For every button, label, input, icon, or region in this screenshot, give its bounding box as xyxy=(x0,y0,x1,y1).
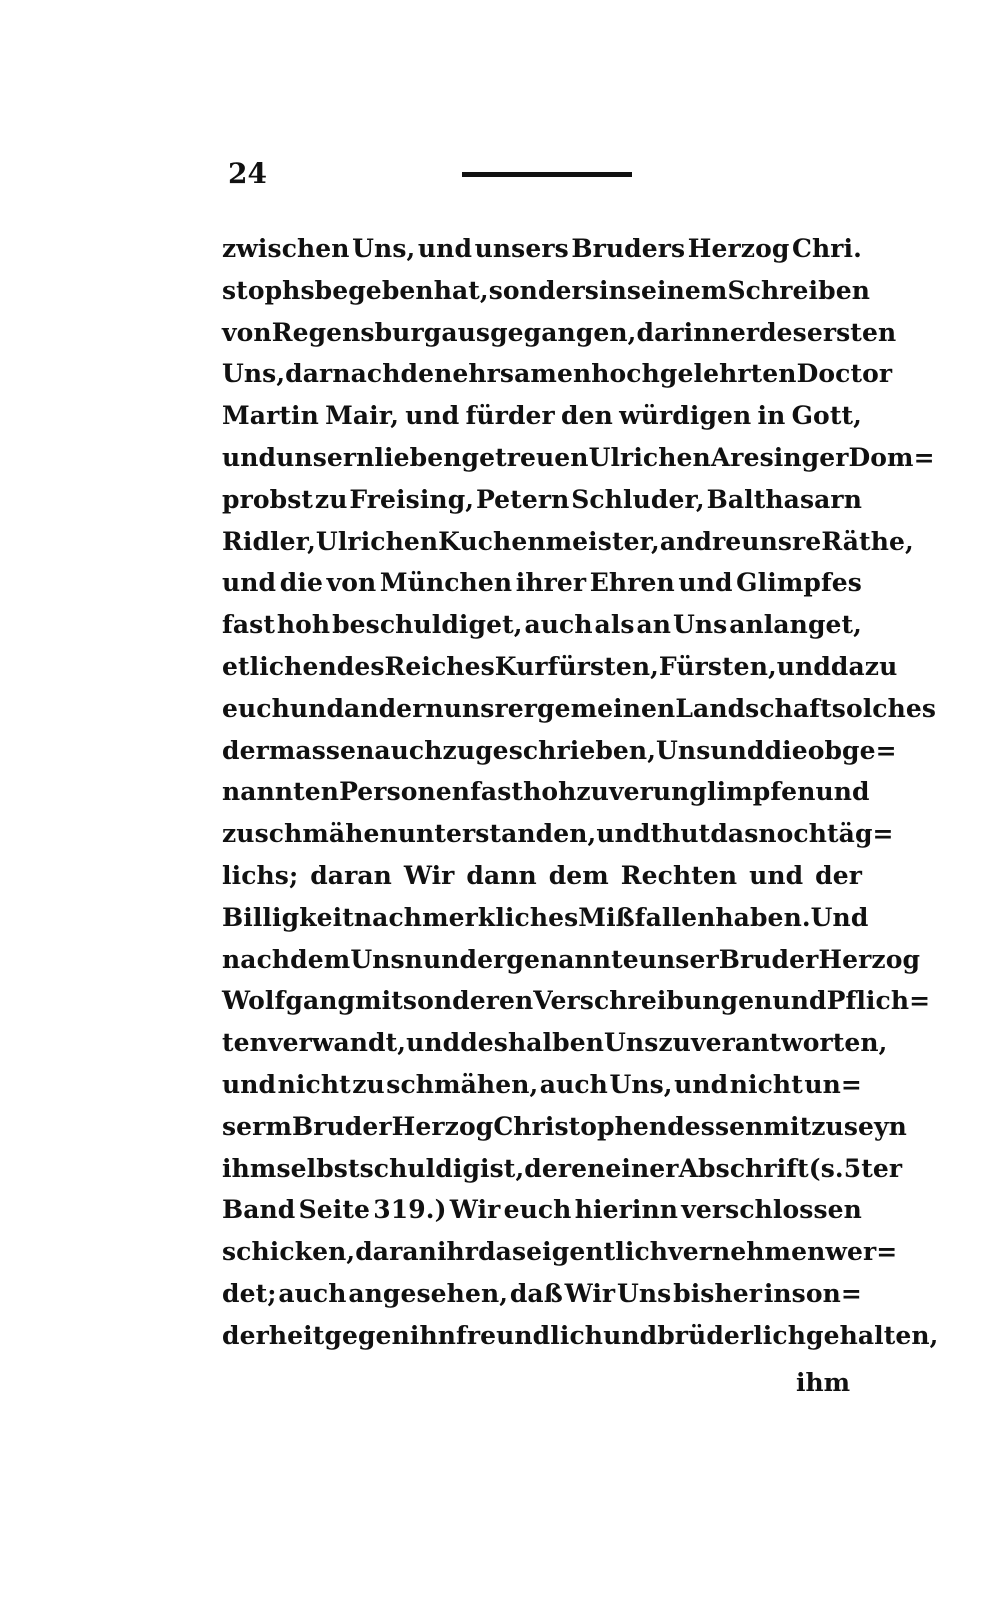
text-line: derheit gegen ihn freundlich und brüderlich gehalten, xyxy=(222,1320,939,1350)
text-line: schicken, daran ihr das eigentlich vernehmen wer= xyxy=(222,1237,898,1267)
text-line: nachdem Uns nun der genannte unser Bruder Herzog xyxy=(222,944,921,974)
text-line: ten verwandt, und deshalben Uns zu verantworten, xyxy=(222,1028,888,1058)
text-line: fast hoh beschuldiget, auch als an Uns anlanget, xyxy=(222,610,862,640)
text-line: und unsern lieben getreuen Ulrichen Aresinger Dom= xyxy=(222,442,935,472)
text-line: ihm selbst schuldig ist, deren einer Abschrift (s. 5ter xyxy=(222,1153,903,1183)
text-line: probst zu Freising, Petern Schluder, Balthasarn xyxy=(222,484,862,514)
text-line: Wolfgang mit sonderen Verschreibungen und Pflich= xyxy=(222,986,931,1016)
page-number: 24 xyxy=(228,157,267,190)
text-line: und nicht zu schmähen, auch Uns, und nicht un= xyxy=(222,1069,862,1099)
text-line: lichs; daran Wir dann dem Rechten und der xyxy=(222,860,862,890)
text-line: zu schmähen unterstanden, und thut das noch täg= xyxy=(222,819,894,849)
text-line: nannten Personen fast hoh zu verunglimpfen und xyxy=(222,777,870,807)
text-line: Billigkeit nach merkliches Mißfallen haben. Und xyxy=(222,902,869,932)
text-line: Uns, darnach den ehrsamen hochgelehrten Doctor xyxy=(222,359,893,389)
text-line: dermassen auch zugeschrieben, Uns und die obge= xyxy=(222,735,897,765)
text-line: Band Seite 319.) Wir euch hierinn verschlossen xyxy=(222,1195,862,1225)
text-line: etlichen des Reiches Kurfürsten, Fürsten, und dazu xyxy=(222,651,898,681)
text-line: det; auch angesehen, daß Wir Uns bisher inson= xyxy=(222,1278,862,1308)
text-line: Martin Mair, und fürder den würdigen in Gott, xyxy=(222,401,862,431)
text-line: stophs begeben hat, sonders in seinem Schreiben xyxy=(222,275,870,305)
header-rule xyxy=(462,172,632,177)
catchword: ihm xyxy=(796,1368,851,1397)
text-line: euch und andern unsrer gemeinen Landschaft solches xyxy=(222,693,937,723)
text-line: zwischen Uns, und unsers Bruders Herzog Chri. xyxy=(222,234,862,263)
text-line: Ridler, Ulrichen Kuchenmeister, andre unsre Räthe, xyxy=(222,526,914,556)
body-text xyxy=(222,228,939,1357)
text-line: und die von München ihrer Ehren und Glimpfes xyxy=(222,568,862,598)
text-line: serm Bruder Herzog Christophen dessen mit zu seyn xyxy=(222,1111,907,1141)
text-line: von Regensburg ausgegangen, darinn er des ersten xyxy=(222,317,897,347)
